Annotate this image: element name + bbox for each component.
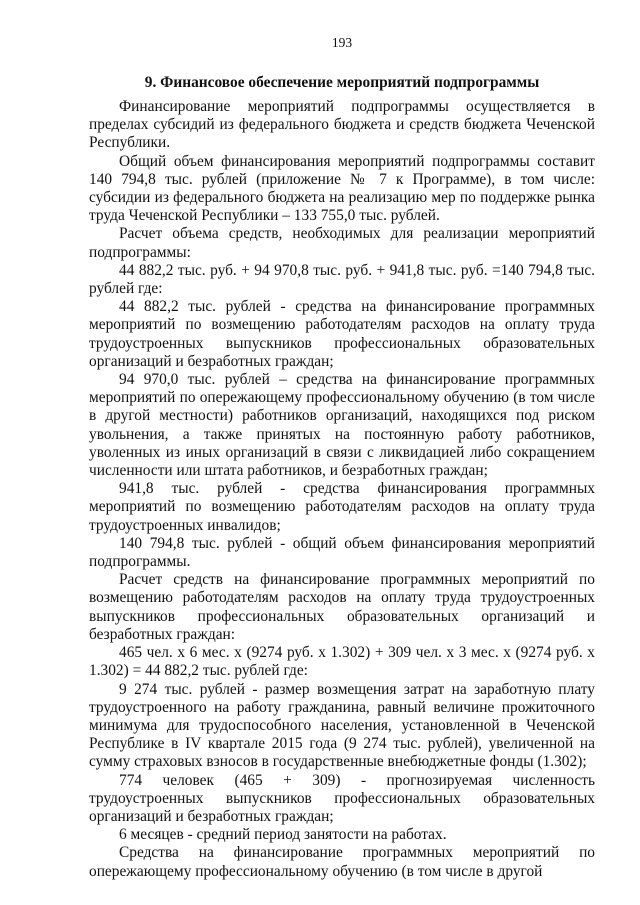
paragraph-training-funding: 94 970,0 тыс. рублей – средства на финансирование программных мероприятий по опережающему профессиональному обучению (в том числе в другой местности) работников организаций, находящихся под риском увольнения, а также принятых на постоянную работу работников, уволенных из иных организаций в связи с ликвидацией либо сокращением численности или штата работников, и безработных граждан; [89,371,595,480]
paragraph-graduates-calculation-intro: Расчет средств на финансирование программных мероприятий по возмещению работодателям расходов на оплату труда трудоустроенных выпускников профессиональных образовательных организаций и безработных граждан: [89,571,595,643]
paragraph-training-calculation-start: Средства на финансирование программных мероприятий по опережающему профессиональному обучению (в том числе в другой [89,844,595,880]
paragraph-calculation-formula: 44 882,2 тыс. руб. + 94 970,8 тыс. руб. + 941,8 тыс. руб. =140 794,8 тыс. рублей где: [89,261,595,298]
paragraph-employment-period: 6 месяцев - средний период занятости на работах. [119,826,447,844]
document-page [89,34,595,881]
section-heading: 9. Финансовое обеспечение мероприятий подпрограммы [144,74,540,91]
paragraph-calculation-intro: Расчет объема средств, необходимых для реализации мероприятий подпрограммы: [89,225,595,261]
paragraph-financing-sources: Финансирование мероприятий подпрограммы осуществляется в пределах субсидий из федерального бюджета и средств бюджета Чеченской Республики. [89,98,595,152]
paragraph-graduates-funding: 44 882,2 тыс. рублей - средства на финансирование программных мероприятий по возмещению работодателям расходов на оплату труда трудоустроенных выпускников профессиональных образовательных организаций и безработных граждан; [89,298,595,370]
paragraph-employed-count: 774 человек (465 + 309) - прогнозируемая численность трудоустроенных выпускников профессиональных образовательных организаций и безработных граждан; [89,771,595,825]
paragraph-total-summary: 140 794,8 тыс. рублей - общий объем финансирования мероприятий подпрограммы. [89,534,595,571]
paragraph-graduates-formula: 465 чел. х 6 мес. х (9274 руб. х 1.302) + 309 чел. х 3 мес. х (9274 руб. х 1.302) = 44 882,2 тыс. рублей где: [89,644,595,680]
paragraph-total-volume: Общий объем финансирования мероприятий подпрограммы составит 140 794,8 тыс. рублей (приложение № 7 к Программе), в том числе: субсидии из федерального бюджета на реализацию мер по поддержке рынка труда Чеченской Республики – 133 755,0 тыс. рублей. [89,152,595,225]
page-number: 193 [331,35,353,50]
paragraph-reimbursement-size: 9 274 тыс. рублей - размер возмещения затрат на заработную плату трудоустроенного на работу гражданина, равный величине прожиточного минимума для трудоспособного населения, установленной в Чеченской Республике в IV квартале 2015 года (9 274 тыс. рублей), увеличенной на сумму страховых взносов в государственные внебюджетные фонды (1.302); [89,680,595,771]
paragraph-disabled-funding: 941,8 тыс. рублей - средства финансирования программных мероприятий по возмещению работодателям расходов на оплату труда трудоустроенных инвалидов; [89,480,595,534]
